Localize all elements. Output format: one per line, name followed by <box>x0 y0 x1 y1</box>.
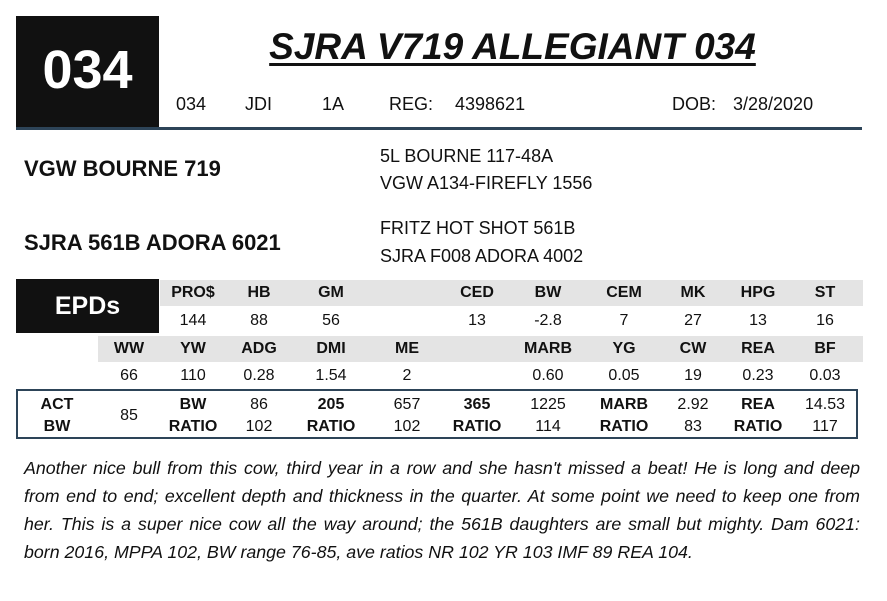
reg-number: 4398621 <box>455 94 526 114</box>
epd-header-bw: BW <box>534 284 562 301</box>
herd-code: JDI <box>245 94 272 114</box>
marb-ratio: 83 <box>684 418 702 435</box>
epd-header-adg: ADG <box>241 340 277 357</box>
epd-value-bf: 0.03 <box>809 367 841 384</box>
epd-header-yg: YG <box>612 340 636 357</box>
epd-header-bf: BF <box>814 340 836 357</box>
bw-ratio-label: RATIO <box>168 418 218 435</box>
epd-value-mk: 27 <box>684 312 702 329</box>
dam-name: SJRA 561B ADORA 6021 <box>24 230 281 255</box>
header-divider <box>16 127 862 130</box>
ww-ratio-label: RATIO <box>306 418 356 435</box>
sire-sire: 5L BOURNE 117-48A <box>380 146 554 166</box>
actual-birth-weight: 85 <box>120 407 138 424</box>
epd-value-dmi: 1.54 <box>315 367 347 384</box>
epd-header-ww: WW <box>113 340 145 357</box>
epd-value-pro: 144 <box>179 312 207 329</box>
epd-header-pro: PRO$ <box>171 284 215 301</box>
epd-header-gm: GM <box>318 284 344 301</box>
tattoo: 034 <box>176 94 207 114</box>
epd-value-yg: 0.05 <box>608 367 640 384</box>
epd-value-rea: 0.23 <box>742 367 774 384</box>
marb-ratio-label: RATIO <box>599 418 649 435</box>
yw-ratio-label: RATIO <box>452 418 502 435</box>
epd-value-cw: 19 <box>684 367 702 384</box>
epd-value-hpg: 13 <box>749 312 767 329</box>
marb-head: MARB <box>600 396 648 413</box>
rea-actual: 14.53 <box>804 396 846 413</box>
epd-value-hb: 88 <box>250 312 268 329</box>
lot-number: 034 <box>42 40 133 100</box>
epd-header-me: ME <box>395 340 419 357</box>
epd-header-yw: YW <box>180 340 206 357</box>
rea-ratio: 117 <box>812 418 838 435</box>
epd-value-st: 16 <box>816 312 834 329</box>
reg-label: REG: <box>389 94 434 114</box>
lot-comments: Another nice bull from this cow, third year in a row and she hasn't missed a beat! He is long and deep from end to end; excellent depth and thickness in the quarter. At some point we need to keep one from her. This is a super nice cow all the way around; the 561B daughters are small but mighty. Dam 6021: born 2016, MPPA 102, BW range 76-85, ave ratios NR 102 YR 103 IMF 89 REA 104. <box>24 458 860 562</box>
epd-header-hpg: HPG <box>740 284 776 301</box>
epd-value-ced: 13 <box>468 312 486 329</box>
rea-ratio-label: RATIO <box>733 418 783 435</box>
sire-name: VGW BOURNE 719 <box>24 156 221 181</box>
epd-value-yw: 110 <box>180 367 206 384</box>
epd-header-hb: HB <box>247 284 271 301</box>
yw-actual: 1225 <box>530 396 566 413</box>
animal-type: 1A <box>322 94 345 114</box>
epd-header-st: ST <box>814 284 836 301</box>
epd-value-ww: 66 <box>120 367 138 384</box>
epd-header-rea: REA <box>741 340 775 357</box>
bw-ratio-head: BW <box>179 396 207 413</box>
epd-header-ced: CED <box>460 284 494 301</box>
epd-value-cem: 7 <box>619 312 629 329</box>
ww-ratio: 102 <box>393 418 421 435</box>
bw-ratio: 102 <box>245 418 273 435</box>
bw-label: BW <box>43 418 71 435</box>
epd-header-cem: CEM <box>606 284 642 301</box>
epd-value-adg: 0.28 <box>243 367 275 384</box>
dob-value: 3/28/2020 <box>733 94 814 114</box>
dam-dam: SJRA F008 ADORA 4002 <box>380 246 584 266</box>
epd-value-marb: 0.60 <box>532 367 564 384</box>
epd-header-marb: MARB <box>524 340 572 357</box>
dam-sire: FRITZ HOT SHOT 561B <box>380 218 576 238</box>
epd-value-gm: 56 <box>322 312 340 329</box>
epd-header-mk: MK <box>680 284 706 301</box>
epd-header-dmi: DMI <box>316 340 346 357</box>
epd-value-bw: -2.8 <box>534 312 562 329</box>
sire-dam: VGW A134-FIREFLY 1556 <box>380 173 593 193</box>
ww-head: 205 <box>317 396 345 413</box>
epd-header-cw: CW <box>679 340 707 357</box>
yw-ratio: 114 <box>535 418 561 435</box>
epd-label: EPDs <box>54 292 121 320</box>
marb-actual: 2.92 <box>677 396 709 413</box>
rea-head: REA <box>741 396 775 413</box>
ww-actual: 657 <box>393 396 421 413</box>
act-label: ACT <box>40 396 74 413</box>
epd-value-me: 2 <box>402 367 412 384</box>
dob-label: DOB: <box>672 94 717 114</box>
bw-actual: 86 <box>250 396 268 413</box>
yw-head: 365 <box>463 396 491 413</box>
animal-name: SJRA V719 ALLEGIANT 034 <box>269 26 756 67</box>
